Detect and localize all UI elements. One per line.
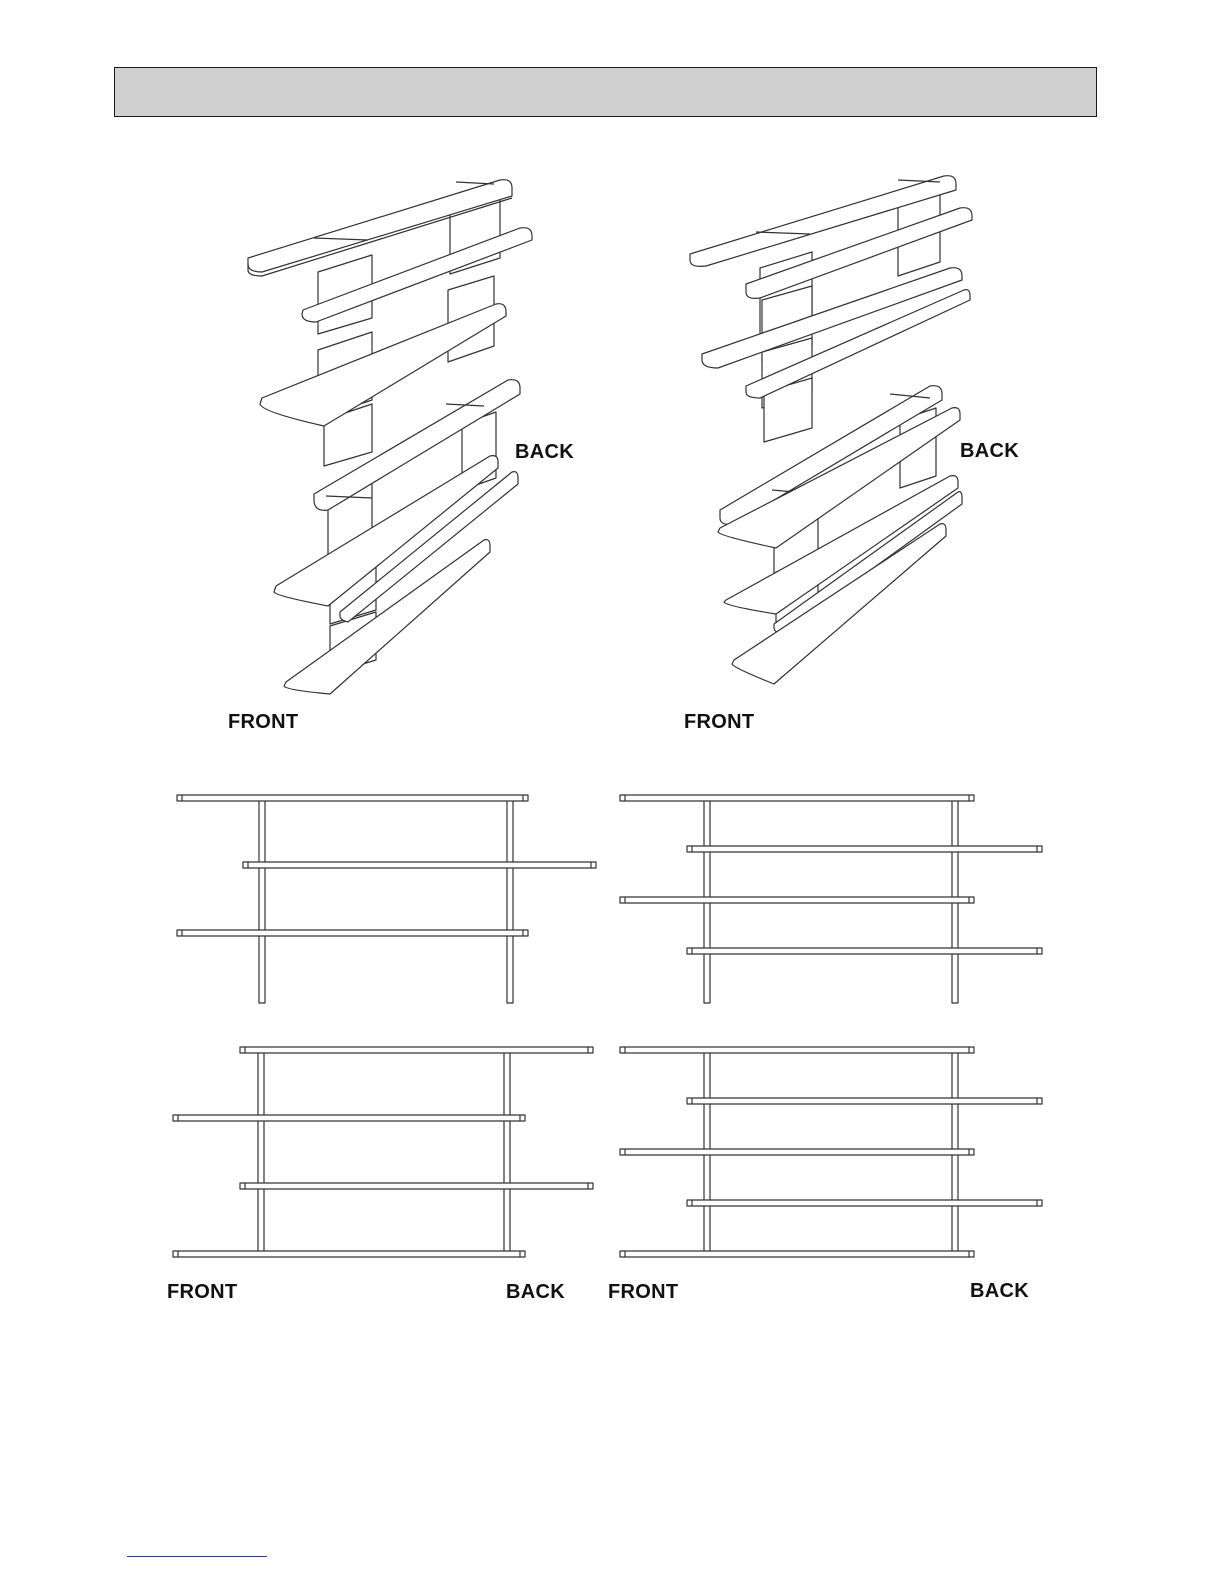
- side-left-front-label: FRONT: [167, 1281, 238, 1303]
- side-view-top-right: [620, 795, 1042, 1003]
- iso-left-back-label: BACK: [515, 441, 574, 463]
- iso-lower-unit: [274, 380, 520, 694]
- iso-lower-unit-right: [718, 386, 962, 684]
- side-right-front-label: FRONT: [608, 1281, 679, 1303]
- iso-shelf-unit-right: [690, 176, 972, 684]
- iso-right-front-label: FRONT: [684, 711, 755, 733]
- iso-left-front-label: FRONT: [228, 711, 299, 733]
- side-left-back-label: BACK: [506, 1281, 565, 1303]
- side-view-top-left: [177, 795, 596, 1003]
- iso-shelf-unit-left: [248, 180, 532, 694]
- side-view-bottom-right: [620, 1047, 1042, 1257]
- footer-rule: [127, 1556, 267, 1557]
- side-view-bottom-left: [173, 1047, 593, 1257]
- side-right-back-label: BACK: [970, 1280, 1029, 1302]
- iso-right-back-label: BACK: [960, 440, 1019, 462]
